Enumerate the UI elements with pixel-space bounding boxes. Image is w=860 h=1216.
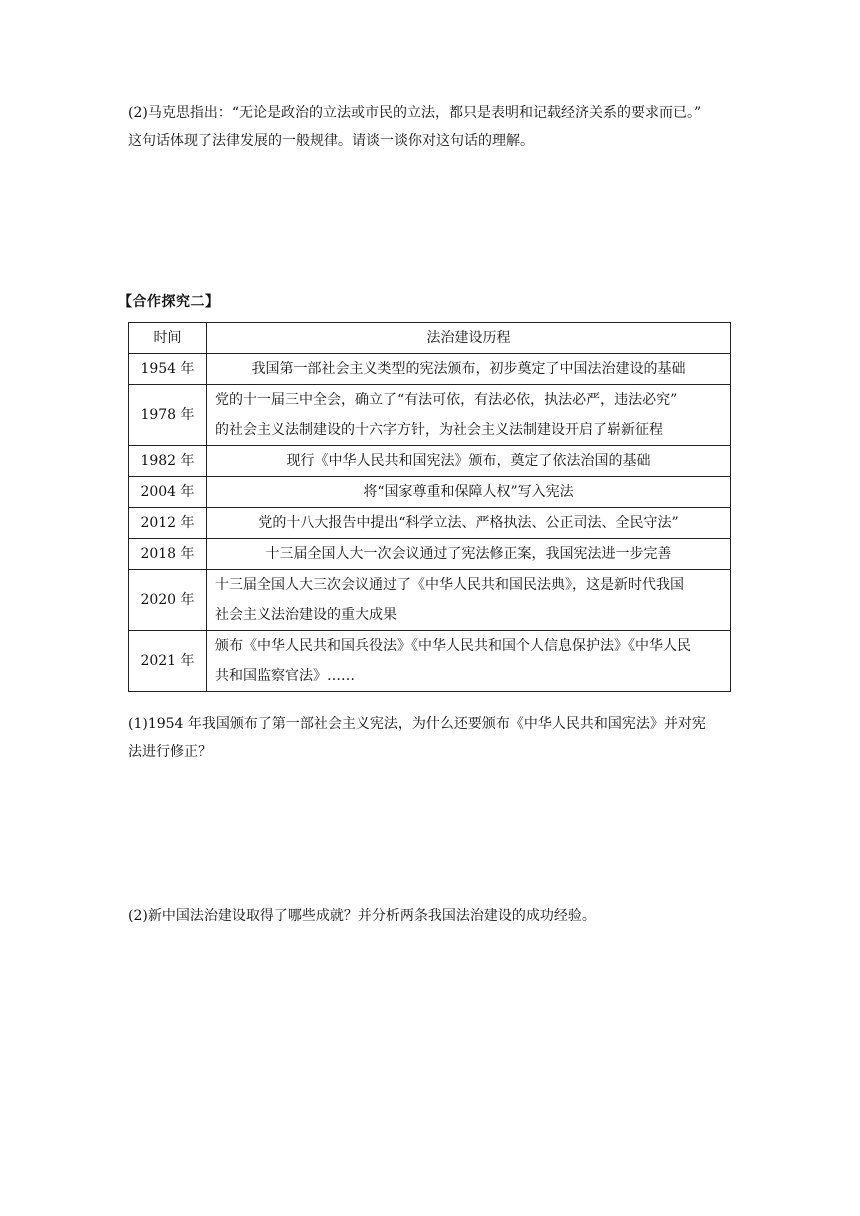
year-cell: 1982 年 (129, 446, 207, 477)
column-header-time: 时间 (129, 323, 207, 354)
event-line: 党的十一届三中全会，确立了“有法可依，有法必依，执法必严，违法必究” (215, 392, 678, 408)
question-line: (2)马克思指出：“无论是政治的立法或市民的立法，都只是表明和记载经济关系的要求而已。” (128, 105, 702, 121)
event-cell (207, 354, 731, 385)
table-row (129, 446, 731, 477)
event-cell (207, 631, 731, 692)
year-cell: 2004 年 (129, 477, 207, 508)
event-cell (207, 385, 731, 446)
table-row (129, 477, 731, 508)
year-cell: 1954 年 (129, 354, 207, 385)
event-line: 的社会主义法制建设的十六字方针，为社会主义法制建设开启了崭新征程 (215, 422, 663, 438)
event-line: 共和国监察官法》…… (215, 668, 355, 684)
table-row (129, 385, 731, 446)
question-line: (1)1954 年我国颁布了第一部社会主义宪法，为什么还要颁布《中华人民共和国宪法》并对宪 (128, 716, 706, 732)
table-header-row (129, 323, 731, 354)
year-cell: 2018 年 (129, 539, 207, 570)
event-cell (207, 570, 731, 631)
table-row (129, 570, 731, 631)
event-cell (207, 477, 731, 508)
event-line: 颁布《中华人民共和国兵役法》《中华人民共和国个人信息保护法》《中华人民 (215, 638, 691, 654)
year-cell: 2012 年 (129, 508, 207, 539)
question-line: 法进行修正？ (128, 744, 212, 760)
year-cell: 2020 年 (129, 570, 207, 631)
event-cell (207, 508, 731, 539)
event-line: 十三届全国人大三次会议通过了《中华人民共和国民法典》，这是新时代我国 (215, 577, 684, 593)
table-row (129, 631, 731, 692)
event-line: 现行《中华人民共和国宪法》颁布，奠定了依法治国的基础 (286, 453, 651, 469)
event-line: 我国第一部社会主义类型的宪法颁布，初步奠定了中国法治建设的基础 (251, 361, 686, 377)
event-cell (207, 446, 731, 477)
section-title: 【合作探究二】 (118, 294, 220, 310)
event-line: 十三届全国人大一次会议通过了宪法修正案，我国宪法进一步完善 (265, 546, 672, 562)
event-line: 社会主义法治建设的重大成果 (215, 607, 397, 623)
question-marx-quote (128, 99, 738, 155)
question-line: (2)新中国法治建设取得了哪些成就？并分析两条我国法治建设的成功经验。 (128, 908, 596, 924)
question-line: 这句话体现了法律发展的一般规律。请谈一谈你对这句话的理解。 (128, 133, 534, 149)
event-line: 将“国家尊重和保障人权”写入宪法 (363, 484, 574, 500)
column-header-history: 法治建设历程 (207, 323, 731, 354)
year-cell: 2021 年 (129, 631, 207, 692)
table-row (129, 508, 731, 539)
event-cell (207, 539, 731, 570)
question-achievements (128, 902, 738, 930)
year-cell: 1978 年 (129, 385, 207, 446)
question-constitution (128, 710, 738, 766)
rule-of-law-timeline-table (128, 322, 731, 692)
table-row (129, 354, 731, 385)
event-line: 党的十八大报告中提出“科学立法、严格执法、公正司法、全民守法” (258, 515, 679, 531)
table-row (129, 539, 731, 570)
